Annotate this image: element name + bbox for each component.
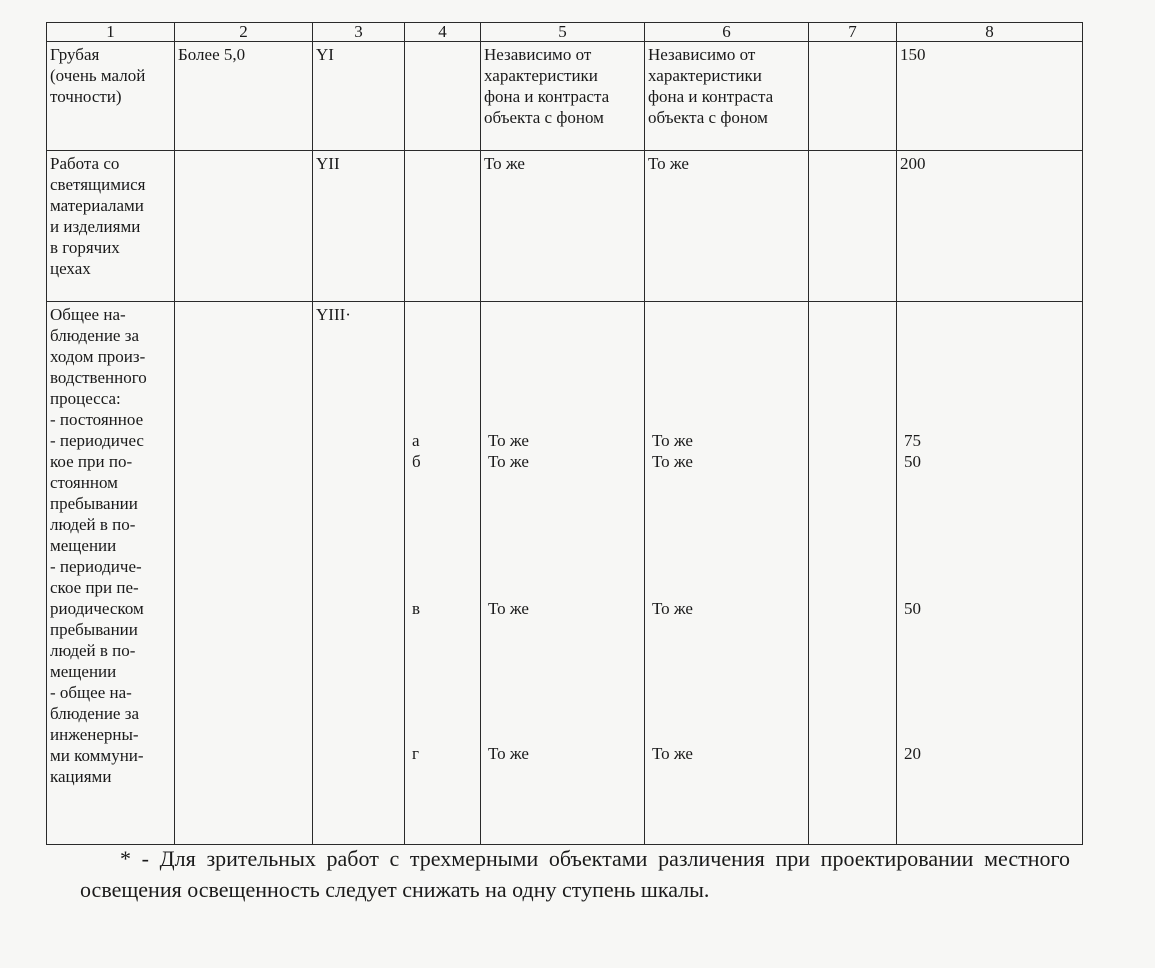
table-row — [47, 302, 1083, 845]
header-cell-7: 7 — [809, 23, 897, 42]
subgrade-cell — [405, 302, 481, 845]
contrast-cell: Независимо от характеристики фона и контраста объекта с фоном — [481, 42, 645, 151]
object-size-cell — [175, 151, 313, 302]
contrast-cell — [481, 302, 645, 845]
combined-lighting-cell — [809, 42, 897, 151]
object-size-cell — [175, 302, 313, 845]
general-lighting-cell: 200 — [897, 151, 1083, 302]
header-cell-3: 3 — [313, 23, 405, 42]
illuminance-v: 50 — [904, 599, 921, 618]
general-lighting-cell: 150 — [897, 42, 1083, 151]
work-category-cell: Работа со светящимися материалами и изделиями в горячих цехах — [47, 151, 175, 302]
work-category-cell: Грубая (очень малой точности) — [47, 42, 175, 151]
contrast-cell: То же — [481, 151, 645, 302]
contrast-b: То же — [488, 452, 529, 471]
contrast-v: То же — [488, 599, 529, 618]
combined-lighting-cell — [809, 302, 897, 845]
background-cell: Независимо от характеристики фона и контраста объекта с фоном — [645, 42, 809, 151]
object-size-cell: Более 5,0 — [175, 42, 313, 151]
illuminance-a: 75 — [904, 431, 921, 450]
background-cell — [645, 302, 809, 845]
contrast-a: То же — [488, 431, 529, 450]
contrast-g: То же — [488, 744, 529, 763]
background-cell: То же — [645, 151, 809, 302]
background-g: То же — [652, 744, 693, 763]
work-category-cell: Общее на- блюдение за ходом произ- водственного процесса: - постоянное - периодичес кое при по- стоянном пребывании людей в по- мещении - периодиче- ское при пе- риодическом пребывании людей в по- мещении - общее на- блюдение за инженерны- ми коммуни- кациями — [47, 302, 175, 845]
subgrade-g: г — [412, 744, 419, 763]
subgrade-a: а — [412, 431, 420, 450]
subgrade-cell — [405, 151, 481, 302]
table-header-row — [47, 23, 1083, 42]
table-row — [47, 42, 1083, 151]
header-cell-5: 5 — [481, 23, 645, 42]
subgrade-b: б — [412, 452, 421, 471]
table-row — [47, 151, 1083, 302]
header-cell-4: 4 — [405, 23, 481, 42]
combined-lighting-cell — [809, 151, 897, 302]
work-grade-cell: YI — [313, 42, 405, 151]
header-cell-6: 6 — [645, 23, 809, 42]
header-cell-1: 1 — [47, 23, 175, 42]
illuminance-g: 20 — [904, 744, 921, 763]
subgrade-v: в — [412, 599, 421, 618]
header-cell-2: 2 — [175, 23, 313, 42]
background-a: То же — [652, 431, 693, 450]
illumination-norms-table — [46, 22, 1083, 845]
subgrade-cell — [405, 42, 481, 151]
background-b: То же — [652, 452, 693, 471]
work-grade-cell: YIII· — [313, 302, 405, 845]
general-lighting-cell — [897, 302, 1083, 845]
header-cell-8: 8 — [897, 23, 1083, 42]
background-v: То же — [652, 599, 693, 618]
work-grade-cell: YII — [313, 151, 405, 302]
footnote: * - Для зрительных работ с трехмерными объектами различения при проектировании местного освещения освещенность следует снижать на одну ступень шкалы. — [80, 846, 1070, 902]
illuminance-b: 50 — [904, 452, 921, 471]
